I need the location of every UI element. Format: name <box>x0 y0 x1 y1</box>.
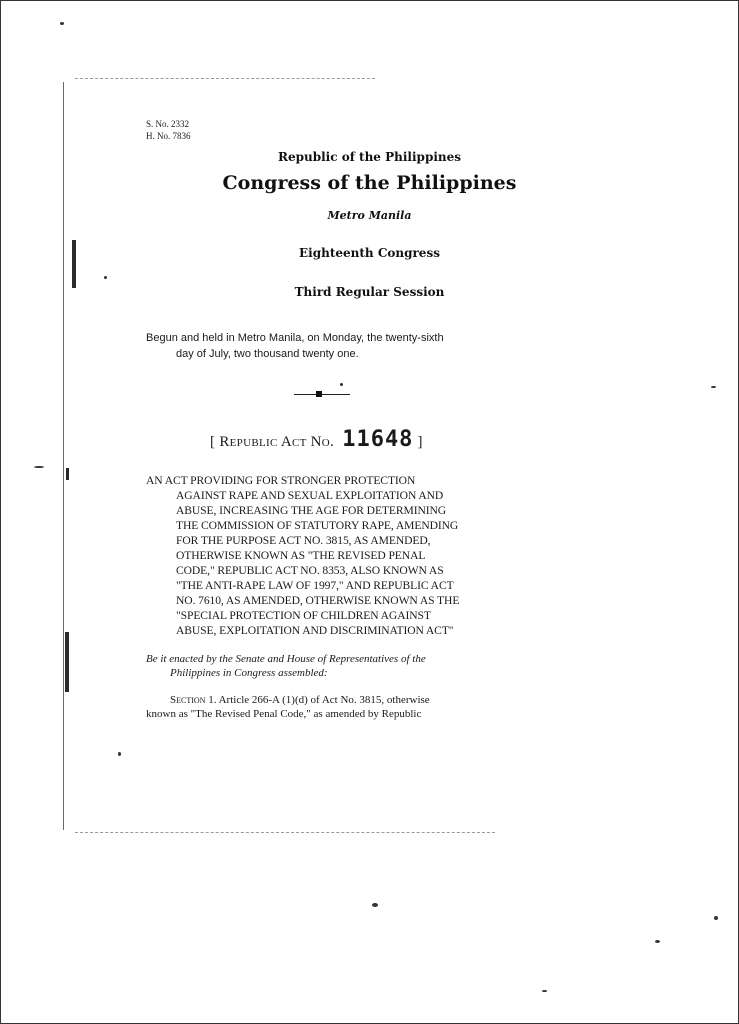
scan-speck <box>118 752 121 756</box>
act-title-line: NO. 7610, AS AMENDED, OTHERWISE KNOWN AS THE <box>176 594 460 607</box>
section-1-line-1 <box>146 693 506 707</box>
section-1 <box>146 693 506 721</box>
act-title-line: FOR THE PURPOSE ACT NO. 3815, AS AMENDED, <box>176 534 431 547</box>
scan-mark <box>66 468 69 480</box>
act-title <box>146 473 502 638</box>
scan-speck <box>542 990 547 992</box>
enacting-line-1: Be it enacted by the Senate and House of Representatives of the <box>146 653 426 665</box>
scan-speck <box>340 383 343 386</box>
republic-act-heading <box>210 427 423 452</box>
location-heading: Metro Manila <box>327 209 412 222</box>
begun-line-2: day of July, two thousand twenty one. <box>176 348 359 360</box>
act-title-line: OTHERWISE KNOWN AS "THE REVISED PENAL <box>176 549 426 562</box>
act-title-line: ABUSE, INCREASING THE AGE FOR DETERMINING <box>176 504 447 517</box>
act-title-line: ABUSE, EXPLOITATION AND DISCRIMINATION ACT" <box>176 624 454 637</box>
section-1-line-2: known as "The Revised Penal Code," as amended by Republic <box>146 708 422 720</box>
section-1-line-1-text: Article 266-A (1)(d) of Act No. 3815, otherwise <box>216 694 430 706</box>
ornament-divider <box>294 394 350 395</box>
act-title-line: "THE ANTI-RAPE LAW OF 1997," AND REPUBLIC ACT <box>176 579 454 592</box>
house-bill-number: H. No. 7836 <box>146 131 191 141</box>
begun-line-1: Begun and held in Metro Manila, on Monday, the twenty-sixth <box>146 332 444 344</box>
act-title-line: AGAINST RAPE AND SEXUAL EXPLOITATION AND <box>176 489 444 502</box>
enacting-line-2: Philippines in Congress assembled: <box>170 667 328 679</box>
scan-speck <box>711 386 716 388</box>
enacting-clause <box>146 652 506 680</box>
bracket-open: [ <box>210 434 220 450</box>
section-1-heading: Section 1. <box>170 694 217 706</box>
act-title-line: CODE," REPUBLIC ACT NO. 8353, ALSO KNOWN AS <box>176 564 444 577</box>
page-edge-left <box>63 82 64 830</box>
ornament-dot <box>316 391 322 397</box>
scan-speck <box>372 903 378 907</box>
page-edge-top <box>75 78 375 79</box>
scan-mark <box>65 632 69 692</box>
page-edge-bottom <box>75 832 495 833</box>
scan-speck <box>104 276 107 279</box>
scan-speck <box>34 466 44 468</box>
act-title-line: "SPECIAL PROTECTION OF CHILDREN AGAINST <box>176 609 431 622</box>
republic-act-number: 11648 <box>342 427 414 452</box>
bracket-close: ] <box>413 434 423 450</box>
congress-number-heading: Eighteenth Congress <box>299 246 440 260</box>
scan-speck <box>655 940 660 943</box>
senate-bill-number: S. No. 2332 <box>146 119 190 129</box>
begun-statement <box>146 330 506 362</box>
congress-heading: Congress of the Philippines <box>222 172 517 194</box>
session-heading: Third Regular Session <box>294 285 445 299</box>
republic-act-label: Republic Act No. <box>219 434 335 450</box>
scan-speck <box>60 22 64 25</box>
act-title-line: AN ACT PROVIDING FOR STRONGER PROTECTION <box>146 474 416 487</box>
scan-speck <box>714 916 718 920</box>
republic-heading: Republic of the Philippines <box>277 150 462 164</box>
act-title-line: THE COMMISSION OF STATUTORY RAPE, AMENDING <box>176 519 459 532</box>
